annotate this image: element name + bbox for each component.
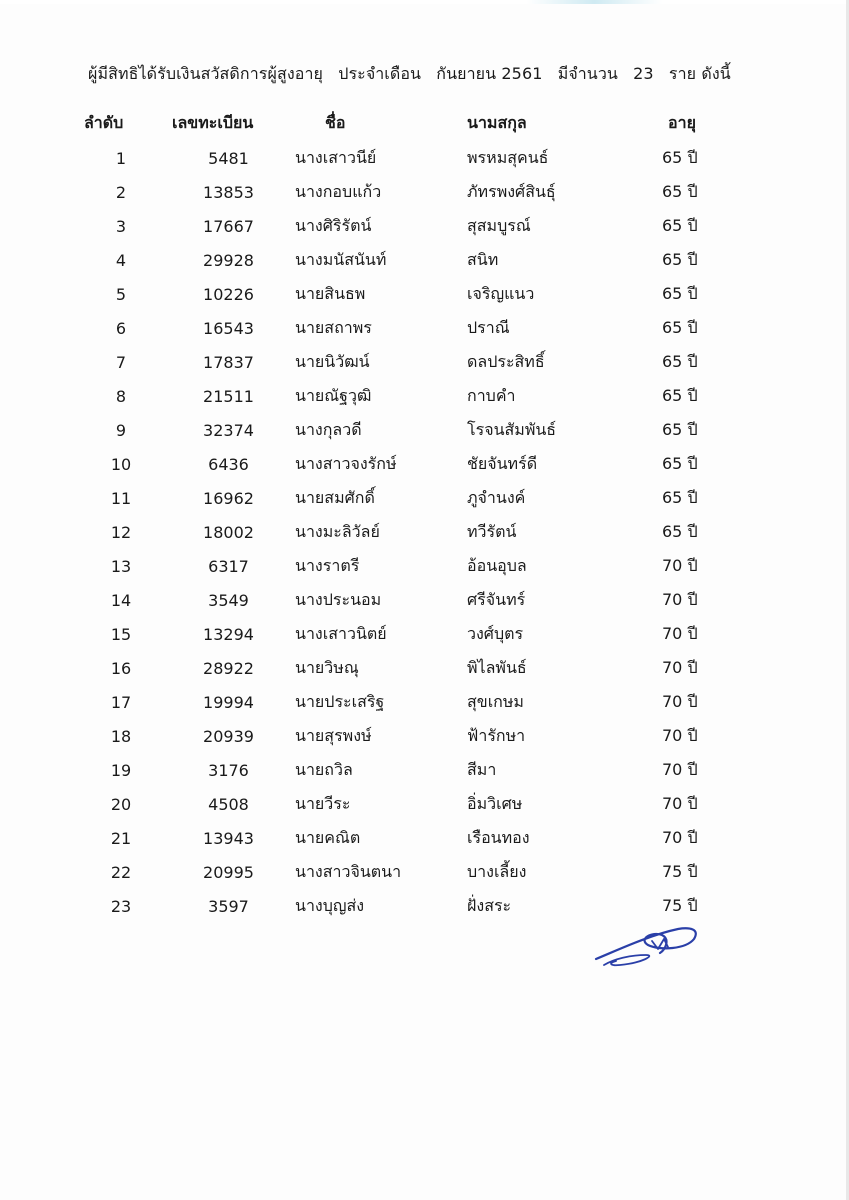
cell-surname: ชัยจันทร์ดี (467, 453, 538, 473)
cell-no: 20 (110, 794, 132, 814)
cell-name: นายสุรพงษ์ (295, 725, 372, 745)
table-row (80, 345, 768, 379)
cell-surname: วงศ์บุตร (467, 623, 524, 643)
cell-registration: 3176 (208, 760, 249, 780)
cell-no: 23 (110, 896, 132, 916)
table-row (80, 821, 768, 855)
cell-name: นางกอบแก้ว (295, 181, 382, 201)
cell-age: 65 ปี (662, 283, 698, 303)
cell-no: 3 (115, 216, 127, 236)
cell-registration: 32374 (203, 420, 254, 440)
cell-age: 65 ปี (662, 419, 698, 439)
cell-surname: ฝั่งสระ (467, 895, 512, 915)
table-row (80, 311, 768, 345)
table-row (80, 685, 768, 719)
cell-surname: ดลประสิทธิ์ (467, 351, 545, 371)
cell-no: 12 (110, 522, 132, 542)
heading-month-label: ประจำเดือน (338, 64, 422, 83)
cell-name: นายวิษณุ (295, 657, 359, 677)
cell-age: 65 ปี (662, 453, 698, 473)
recipients-table (80, 105, 768, 923)
cell-no: 5 (115, 284, 127, 304)
cell-registration: 20995 (203, 862, 254, 882)
cell-registration: 16543 (203, 318, 254, 338)
cell-registration: 3549 (208, 590, 249, 610)
cell-no: 10 (110, 454, 132, 474)
cell-age: 70 ปี (662, 555, 698, 575)
table-row (80, 719, 768, 753)
cell-age: 70 ปี (662, 657, 698, 677)
cell-no: 18 (110, 726, 132, 746)
cell-registration: 13853 (203, 182, 254, 202)
cell-surname: สีมา (467, 759, 497, 779)
table-row (80, 175, 768, 209)
table-body (80, 141, 768, 923)
cell-no: 9 (115, 420, 127, 440)
cell-no: 8 (115, 386, 127, 406)
cell-name: นายถวิล (295, 759, 353, 779)
cell-no: 15 (110, 624, 132, 644)
cell-surname: สนิท (467, 249, 499, 269)
cell-no: 7 (115, 352, 127, 372)
cell-age: 65 ปี (662, 215, 698, 235)
cell-surname: เรือนทอง (467, 827, 530, 847)
cell-surname: กาบคำ (467, 385, 516, 405)
cell-name: นางบุญส่ง (295, 895, 365, 915)
cell-age: 65 ปี (662, 487, 698, 507)
scan-top-edge (0, 0, 849, 4)
cell-name: นายสินธพ (295, 283, 366, 303)
header-name: ชื่อ (325, 112, 346, 132)
cell-name: นายสมศักดิ์ (295, 487, 375, 507)
cell-registration: 16962 (203, 488, 254, 508)
cell-name: นางราตรี (295, 555, 360, 575)
cell-registration: 28922 (203, 658, 254, 678)
header-registration: เลขทะเบียน (172, 112, 254, 132)
cell-no: 16 (110, 658, 132, 678)
cell-name: นางเสาวนีย์ (295, 147, 377, 167)
cell-surname: ปราณี (467, 317, 510, 337)
cell-surname: ภัทรพงศ์สินธุ์ (467, 181, 556, 201)
cell-registration: 13943 (203, 828, 254, 848)
cell-registration: 18002 (203, 522, 254, 542)
cell-age: 70 ปี (662, 589, 698, 609)
cell-age: 70 ปี (662, 827, 698, 847)
cell-surname: อิ่มวิเศษ (467, 793, 523, 813)
cell-surname: สุสมบูรณ์ (467, 215, 531, 235)
cell-name: นายคณิต (295, 827, 361, 847)
cell-age: 70 ปี (662, 623, 698, 643)
cell-surname: อ้อนอุบล (467, 555, 527, 575)
cell-registration: 20939 (203, 726, 254, 746)
cell-surname: สุขเกษม (467, 691, 524, 711)
cell-surname: พิไลพันธ์ (467, 657, 527, 677)
cell-no: 2 (115, 182, 127, 202)
cell-name: นางเสาวนิตย์ (295, 623, 387, 643)
cell-registration: 29928 (203, 250, 254, 270)
cell-registration: 21511 (203, 386, 254, 406)
heading-count-value: 23 (633, 64, 654, 83)
table-row (80, 243, 768, 277)
cell-no: 6 (115, 318, 127, 338)
cell-name: นายวีระ (295, 793, 351, 813)
cell-surname: ภูจำนงค์ (467, 487, 526, 507)
table-row (80, 549, 768, 583)
table-row (80, 141, 768, 175)
cell-name: นายณัฐวุฒิ (295, 385, 372, 405)
table-row (80, 481, 768, 515)
cell-name: นางสาวจินตนา (295, 861, 402, 881)
cell-surname: เจริญแนว (467, 283, 535, 303)
document-heading (88, 62, 741, 87)
cell-name: นายประเสริฐ (295, 691, 385, 711)
cell-age: 70 ปี (662, 691, 698, 711)
cell-age: 65 ปี (662, 181, 698, 201)
cell-registration: 13294 (203, 624, 254, 644)
cell-name: นางประนอม (295, 589, 382, 609)
cell-no: 22 (110, 862, 132, 882)
cell-age: 65 ปี (662, 351, 698, 371)
cell-name: นางมนัสนันท์ (295, 249, 387, 269)
cell-name: นายนิวัฒน์ (295, 351, 370, 371)
cell-no: 13 (110, 556, 132, 576)
cell-no: 11 (110, 488, 132, 508)
cell-age: 70 ปี (662, 759, 698, 779)
cell-name: นางกุลวดี (295, 419, 362, 439)
cell-registration: 17837 (203, 352, 254, 372)
cell-no: 1 (115, 148, 127, 168)
cell-registration: 5481 (208, 148, 249, 168)
header-no: ลำดับ (84, 112, 124, 132)
cell-age: 65 ปี (662, 385, 698, 405)
cell-surname: ฟ้ารักษา (467, 725, 526, 745)
table-row (80, 617, 768, 651)
cell-age: 75 ปี (662, 895, 698, 915)
cell-no: 19 (110, 760, 132, 780)
heading-count-label: มีจำนวน (557, 64, 618, 83)
signature-image (590, 915, 710, 975)
table-row (80, 787, 768, 821)
cell-no: 21 (110, 828, 132, 848)
heading-count-suffix: ราย ดังนี้ (668, 64, 731, 83)
cell-age: 65 ปี (662, 521, 698, 541)
cell-name: นางมะลิวัลย์ (295, 521, 380, 541)
cell-registration: 4508 (208, 794, 249, 814)
cell-name: นายสถาพร (295, 317, 372, 337)
table-row (80, 277, 768, 311)
table-row (80, 413, 768, 447)
header-age: อายุ (668, 112, 696, 132)
cell-age: 65 ปี (662, 249, 698, 269)
cell-surname: ทวีรัตน์ (467, 521, 517, 541)
header-surname: นามสกุล (467, 112, 527, 132)
table-row (80, 209, 768, 243)
cell-surname: บางเลี้ยง (467, 861, 527, 881)
cell-age: 70 ปี (662, 725, 698, 745)
cell-age: 65 ปี (662, 147, 698, 167)
cell-no: 14 (110, 590, 132, 610)
table-header-row (80, 105, 768, 141)
cell-registration: 17667 (203, 216, 254, 236)
cell-age: 75 ปี (662, 861, 698, 881)
cell-registration: 10226 (203, 284, 254, 304)
table-row (80, 583, 768, 617)
table-row (80, 753, 768, 787)
cell-name: นางสาวจงรักษ์ (295, 453, 397, 473)
cell-no: 17 (110, 692, 132, 712)
cell-no: 4 (115, 250, 127, 270)
table-row (80, 379, 768, 413)
cell-registration: 6436 (208, 454, 249, 474)
cell-surname: พรหมสุคนธ์ (467, 147, 549, 167)
cell-surname: ศรีจันทร์ (467, 589, 526, 609)
heading-month-value: กันยายน 2561 (436, 64, 543, 83)
cell-registration: 6317 (208, 556, 249, 576)
table-row (80, 447, 768, 481)
cell-surname: โรจนสัมพันธ์ (467, 419, 557, 439)
cell-registration: 3597 (208, 896, 249, 916)
cell-registration: 19994 (203, 692, 254, 712)
cell-age: 70 ปี (662, 793, 698, 813)
cell-name: นางศิริรัตน์ (295, 215, 372, 235)
table-row (80, 651, 768, 685)
heading-prefix: ผู้มีสิทธิได้รับเงินสวัสดิการผู้สูงอายุ (88, 64, 323, 83)
table-row (80, 855, 768, 889)
table-row (80, 515, 768, 549)
cell-age: 65 ปี (662, 317, 698, 337)
